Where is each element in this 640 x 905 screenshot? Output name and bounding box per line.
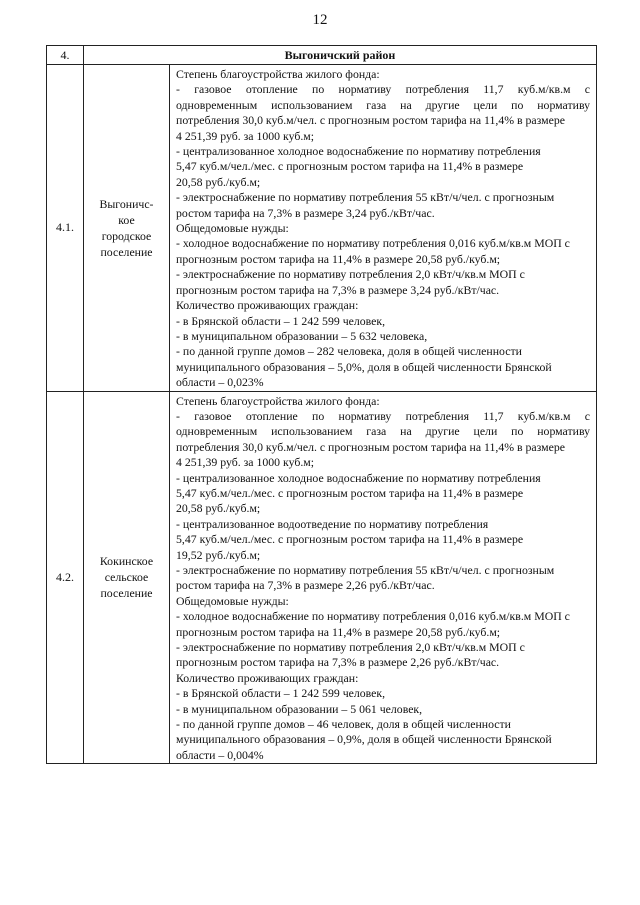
- description-line: муниципального образования – 0,9%, доля в общей численности Брянской: [176, 732, 552, 747]
- description-line: потребления 30,0 куб.м/чел. с прогнозным ростом тарифа на 11,4% в размере: [176, 113, 565, 128]
- settlement-name-line: Выгоничс-: [99, 196, 154, 211]
- description-line: Степень благоустройства жилого фонда:: [176, 67, 380, 81]
- settlement-name: [84, 65, 170, 392]
- description-line: прогнозным ростом тарифа на 11,4% в размере 20,58 руб./куб.м;: [176, 624, 501, 639]
- description-line: - газовое отопление по нормативу потребления 11,7 куб.м/кв.м с: [176, 82, 591, 97]
- description-line: - по данной группе домов – 282 человека, доля в общей численности: [176, 344, 522, 359]
- description-line: области – 0,004%: [176, 747, 264, 762]
- description-line: - централизованное холодное водоснабжение по нормативу потребления: [176, 144, 541, 159]
- description-line: - в муниципальном образовании – 5 061 человек,: [176, 701, 423, 716]
- description-line: - холодное водоснабжение по нормативу потребления 0,016 куб.м/кв.м МОП с: [176, 609, 570, 624]
- description-line: - в Брянской области – 1 242 599 человек,: [176, 686, 386, 701]
- district-table: [46, 45, 597, 764]
- description-line: - электроснабжение по нормативу потребления 2,0 кВт/ч/кв.м МОП с: [176, 267, 525, 282]
- description-line: - холодное водоснабжение по нормативу потребления 0,016 куб.м/кв.м МОП с: [176, 236, 570, 251]
- page-number: 12: [312, 12, 328, 28]
- table-row: [47, 65, 597, 392]
- description-line: - газовое отопление по нормативу потребления 11,7 куб.м/кв.м с: [176, 408, 591, 423]
- description-line: Количество проживающих граждан:: [176, 298, 359, 313]
- description-line: - по данной группе домов – 46 человек, доля в общей численности: [176, 717, 511, 732]
- description-line: 4 251,39 руб. за 1000 куб.м;: [176, 128, 315, 143]
- description-line: ростом тарифа на 7,3% в размере 2,26 руб./кВт/час.: [176, 578, 435, 593]
- description-line: 5,47 куб.м/чел./мес. с прогнозным ростом тарифа на 11,4% в размере: [176, 159, 524, 174]
- description-line: потребления 30,0 куб.м/чел. с прогнозным ростом тарифа на 11,4% в размере: [176, 439, 565, 454]
- district-number: 4.: [47, 46, 84, 65]
- description-line: 19,52 руб./куб.м;: [176, 547, 261, 562]
- description-line: муниципального образования – 5,0%, доля в общей численности Брянской: [176, 359, 552, 374]
- description-line: прогнозным ростом тарифа на 7,3% в размере 3,24 руб./кВт/час.: [176, 282, 500, 297]
- description-line: Общедомовые нужды:: [176, 221, 289, 236]
- description-line: - централизованное водоотведение по нормативу потребления: [176, 516, 489, 531]
- description-line: - электроснабжение по нормативу потребления 55 кВт/ч/чел. с прогнозным: [176, 190, 555, 205]
- description-line: Степень благоустройства жилого фонда:: [176, 393, 380, 408]
- district-header-row: [47, 46, 597, 65]
- settlement-name-line: городское: [101, 228, 152, 243]
- description-line: 4 251,39 руб. за 1000 куб.м;: [176, 455, 315, 470]
- description-line: - в Брянской области – 1 242 599 человек,: [176, 313, 386, 328]
- table-row: [47, 391, 597, 764]
- description-line: - электроснабжение по нормативу потребления 2,0 кВт/ч/кв.м МОП с: [176, 640, 525, 655]
- settlement-name-line: сельское: [104, 570, 149, 585]
- description-line: области – 0,023%: [176, 375, 264, 390]
- settlement-description: [170, 65, 597, 392]
- description-line: 5,47 куб.м/чел./мес. с прогнозным ростом тарифа на 11,4% в размере: [176, 485, 524, 500]
- description-line: 20,58 руб./куб.м;: [176, 174, 261, 189]
- description-line: ростом тарифа на 7,3% в размере 3,24 руб./кВт/час.: [176, 205, 435, 220]
- settlement-description: [170, 391, 597, 764]
- settlement-name-line: поселение: [100, 586, 153, 601]
- row-number: 4.1.: [47, 65, 84, 392]
- description-line: Количество проживающих граждан:: [176, 670, 359, 685]
- settlement-name: [84, 391, 170, 764]
- description-line: - в муниципальном образовании – 5 632 человека,: [176, 328, 428, 343]
- description-line: одновременным использованием газа на другие цели по нормативу: [176, 424, 591, 439]
- description-line: - электроснабжение по нормативу потребления 55 кВт/ч/чел. с прогнозным: [176, 563, 555, 577]
- settlement-name-line: кое: [118, 212, 135, 227]
- description-line: - централизованное холодное водоснабжение по нормативу потребления: [176, 470, 541, 485]
- description-line: 20,58 руб./куб.м;: [176, 501, 261, 516]
- description-line: одновременным использованием газа на другие цели по нормативу: [176, 97, 591, 112]
- settlement-name-line: Кокинское: [99, 554, 154, 569]
- description-line: прогнозным ростом тарифа на 11,4% в размере 20,58 руб./куб.м;: [176, 251, 501, 266]
- description-line: прогнозным ростом тарифа на 7,3% в размере 2,26 руб./кВт/час.: [176, 655, 500, 670]
- district-title: Выгоничский район: [84, 46, 597, 65]
- settlement-name-line: поселение: [100, 244, 153, 259]
- row-number: 4.2.: [47, 391, 84, 764]
- description-line: Общедомовые нужды:: [176, 593, 289, 608]
- description-line: 5,47 куб.м/чел./мес. с прогнозным ростом тарифа на 11,4% в размере: [176, 532, 524, 547]
